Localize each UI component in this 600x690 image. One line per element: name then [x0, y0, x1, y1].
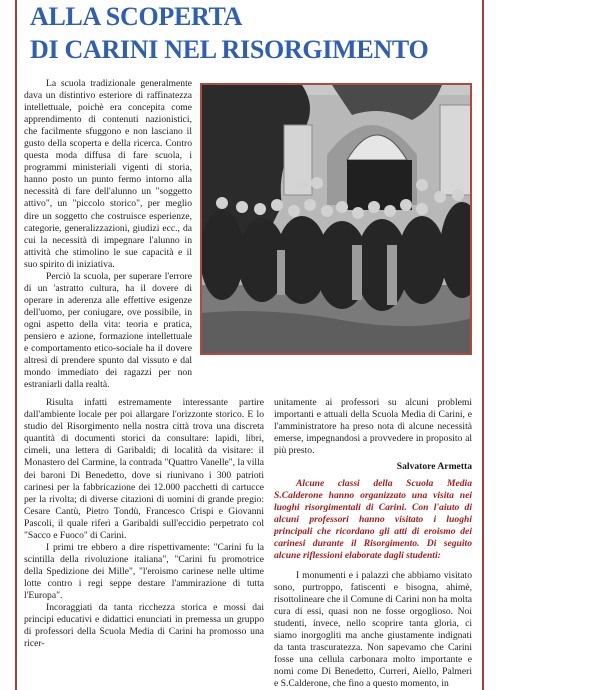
right-column: [274, 397, 472, 690]
left-column: [24, 78, 192, 391]
paragraph: I primi tre ebbero a dire rispettivamente: "Carini fu la scintilla della rivoluzione italiana", "Carini fu promotrice della Spedizione dei Mille", "l'eroismo carinese nelle ultime lotte contro i regi seppe destare l'ammirazione di tutta l'Europa".: [24, 541, 264, 601]
article-title: [30, 0, 480, 66]
group-photo: [200, 83, 472, 355]
title-line-1: ALLA SCOPERTA: [30, 2, 243, 31]
paragraph: Incoraggiati da tanta ricchezza storica e mossi dai principi educativi e didattici enunciati in premessa un gruppo di professori della Scuola Media di Carini ha promosso una ricer-: [24, 602, 264, 650]
continuation-paragraph: unitamente ai professori su alcuni problemi importanti e attuali della Scuola Media di Carini, e l'amministratore ha preso nota di alcune necessità emerse, impegnandosi a provvedere in proposito al più presto.: [274, 397, 472, 457]
page-frame-left-rule: [15, 0, 17, 690]
wide-column: [24, 397, 264, 650]
article-body: [24, 66, 472, 690]
title-line-2: DI CARINI NEL RISORGIMENTO: [30, 35, 429, 64]
top-row: [24, 78, 472, 391]
paragraph: Perciò la scuola, per superare l'errore di un 'astratto cultura, ha il dovere di operare in aderenza alle effettive esigenze dell'uomo, per coniugare, ove possibile, in ogni aspetto della vita: teoria e pratica, pensiero e azione, formazione intellettuale e comportamento etico-sociale ha il dovere altresì di prendere spunto dal vissuto e dal mondo immediato dei ragazzi per non estraniarli dalla realtà.: [24, 270, 192, 391]
paragraph: Risulta infatti estremamente interessante partire dall'ambiente locale per poi allargare l'orizzonte storico. E lo studio del Risorgimento nella nostra città trova una discreta quantità di documenti storici da consultare: lapidi, libri, cimeli, una lettera di Garibaldi; di località da visitare: il Monastero del Carmine, la contrada "Quattro Vanelle", la villa dei baroni Di Benedetto, dove si riunivano i 300 patrioti carinesi per la fabbricazione dei 12.000 pacchetti di cartucce per la rivolta; di diverse citazioni di uomini di grande pregio: Cesare Cantù, Pietro Tondù, Francesco Crispi e Giovanni Pascoli, il quale riferì a Garibaldi sull'eccidio perpetrato col "Sacco e Fuoco" di Carini.: [24, 397, 264, 541]
students-intro: Alcune classi della Scuola Media S.Calderone hanno organizzato una visita nei luoghi risorgimentali di Carini. Con l'aiuto di alcuni professori hanno visitato i luoghi principali che ricordano gli atti di eroismo dei carinesi durante il Risorgimento. Di seguito alcune riflessioni elaborate dagli studenti:: [274, 477, 472, 561]
student-reflection: I monumenti e i palazzi che abbiamo visitato sono, purtroppo, fatiscenti e bisogna, ahimè, risottolineare che il Comune di Carini non ha molta cura di essi, quasi non ne fosse orgoglioso. Noi studenti, invece, nello scoprire tanta gloria, ci siamo inorgogliti ma anche giustamente indignati da tanta trascuratezza. Non sapevamo che Carini fosse una cellula carbonara molto importante e nomi come Di Benedetto, Curreri, Aiello, Palmeri e S.Calderone, che fino a questo momento, in: [274, 569, 472, 690]
paragraph: La scuola tradizionale generalmente dava un distintivo esteriore di raffinatezza intellettuale, poichè era concepita come apprendimento di contenuti nazionistici, che facilmente sfuggono e non lasciano il gusto della scoperta e della ricerca. Contro questa moda diffusa di fare scuola, i programmi ministeriali vigenti di storia, hanno posto un punto fermo intorno alla necessità di fare dell'alunno un "soggetto attivo", un "piccolo storico", per meglio dire un soggetto che costruisce esperienze, categorie, generalizzazioni, giudizi ecc., da cui la necessità di impegnare l'alunno in attività che stimolino le sue capacità e il suo spirito di iniziativa.: [24, 78, 192, 270]
bottom-row: [24, 397, 472, 690]
author-signature: Salvatore Armetta: [396, 461, 472, 473]
group-photo-image: [202, 85, 470, 353]
page-frame-right-rule: [482, 0, 484, 690]
